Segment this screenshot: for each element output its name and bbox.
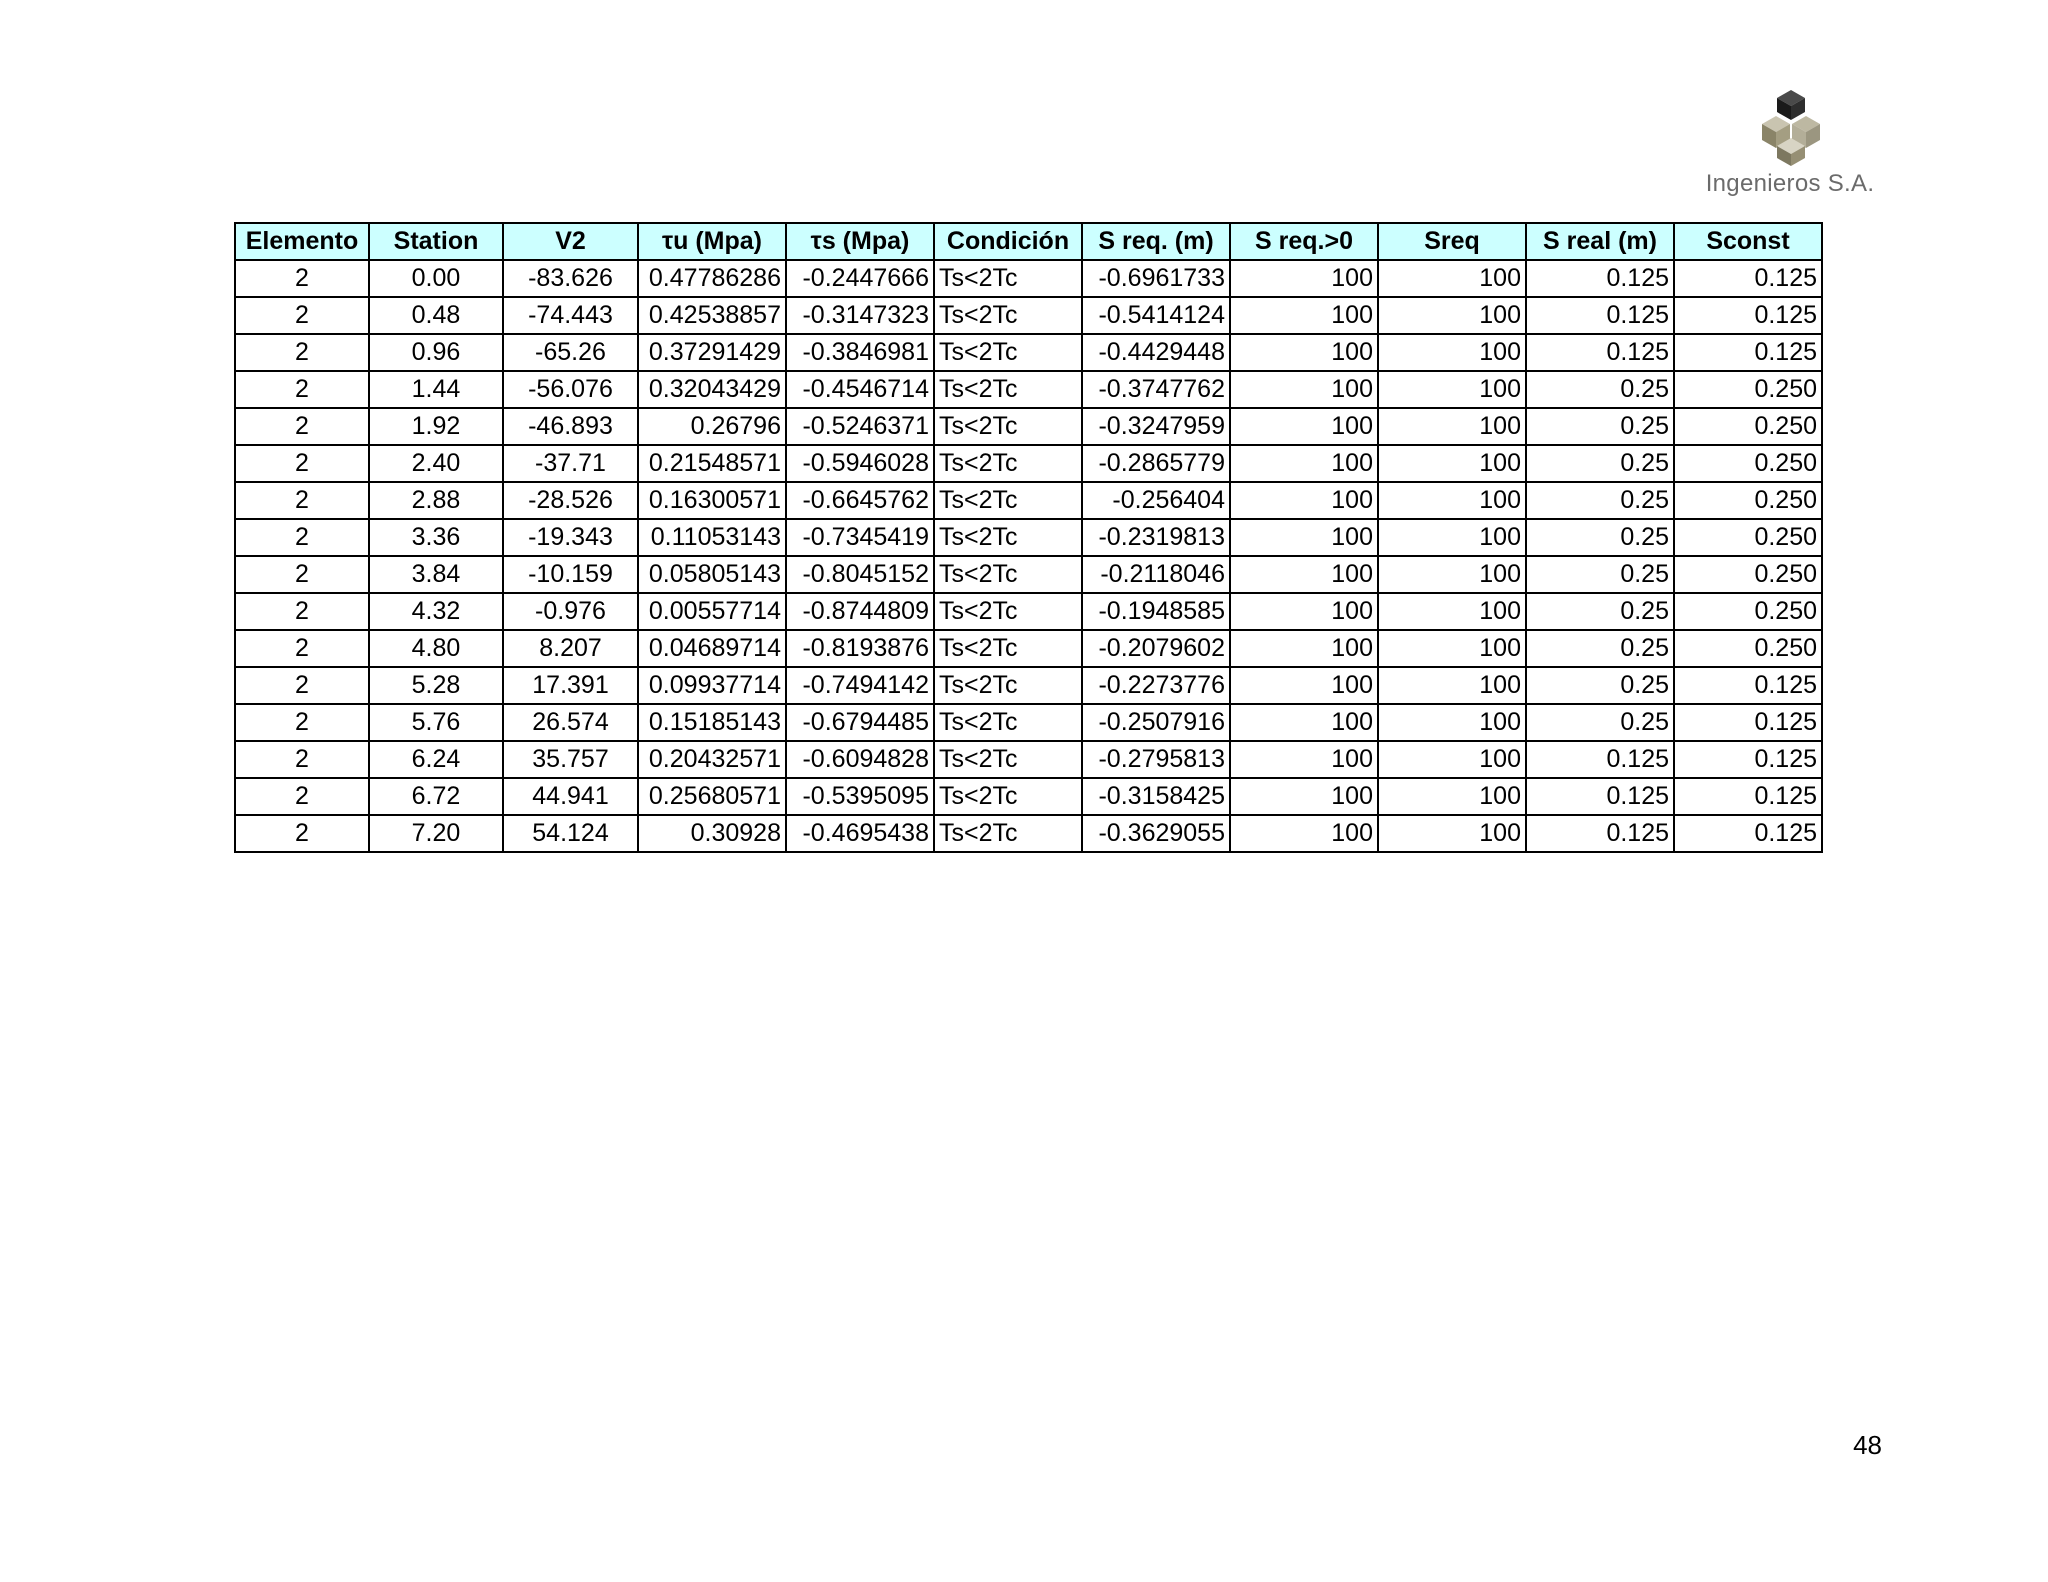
table-cell: Ts<2Tc — [934, 778, 1082, 815]
table-cell: 3.84 — [369, 556, 503, 593]
table-cell: 2 — [235, 556, 369, 593]
table-cell: 0.25680571 — [638, 778, 786, 815]
table-cell: 0.20432571 — [638, 741, 786, 778]
table-cell: 1.44 — [369, 371, 503, 408]
table-cell: -0.4695438 — [786, 815, 934, 852]
table-cell: Ts<2Tc — [934, 667, 1082, 704]
table-cell: 100 — [1378, 593, 1526, 630]
table-cell: 0.125 — [1526, 297, 1674, 334]
table-cell: 100 — [1230, 815, 1378, 852]
table-cell: 0.125 — [1674, 334, 1822, 371]
table-cell: Ts<2Tc — [934, 519, 1082, 556]
table-cell: -28.526 — [503, 482, 638, 519]
table-row — [235, 334, 1822, 371]
table-cell: -0.976 — [503, 593, 638, 630]
table-cell: -65.26 — [503, 334, 638, 371]
table-row — [235, 704, 1822, 741]
table-cell: 0.125 — [1526, 815, 1674, 852]
table-cell: 0.250 — [1674, 630, 1822, 667]
table-cell: 100 — [1230, 297, 1378, 334]
table-cell: 0.250 — [1674, 408, 1822, 445]
table-cell: 100 — [1378, 297, 1526, 334]
table-cell: 100 — [1378, 630, 1526, 667]
table-cell: -0.8744809 — [786, 593, 934, 630]
table-cell: Ts<2Tc — [934, 704, 1082, 741]
column-header-3: τu (Mpa) — [638, 223, 786, 260]
column-header-2: V2 — [503, 223, 638, 260]
table-cell: 2 — [235, 297, 369, 334]
table-cell: -0.8193876 — [786, 630, 934, 667]
column-header-0: Elemento — [235, 223, 369, 260]
table-cell: 0.125 — [1526, 260, 1674, 297]
column-header-8: Sreq — [1378, 223, 1526, 260]
table-cell: 2 — [235, 260, 369, 297]
table-cell: -0.5395095 — [786, 778, 934, 815]
table-cell: -0.5414124 — [1082, 297, 1230, 334]
table-header — [235, 223, 1822, 260]
table-cell: 100 — [1230, 482, 1378, 519]
table-cell: 0.125 — [1674, 778, 1822, 815]
table-cell: -0.3147323 — [786, 297, 934, 334]
table-cell: 0.250 — [1674, 593, 1822, 630]
table-cell: 100 — [1378, 815, 1526, 852]
stirrup-design-table — [234, 222, 1823, 853]
table-cell: Ts<2Tc — [934, 334, 1082, 371]
table-cell: 100 — [1378, 778, 1526, 815]
company-name: Ingenieros S.A. — [1705, 170, 1875, 197]
table-cell: -0.3247959 — [1082, 408, 1230, 445]
table-cell: -74.443 — [503, 297, 638, 334]
table-cell: 0.96 — [369, 334, 503, 371]
table-cell: 100 — [1230, 519, 1378, 556]
table-cell: Ts<2Tc — [934, 741, 1082, 778]
table-cell: -0.2507916 — [1082, 704, 1230, 741]
table-cell: -0.2865779 — [1082, 445, 1230, 482]
column-header-4: τs (Mpa) — [786, 223, 934, 260]
table-cell: 0.25 — [1526, 556, 1674, 593]
table-cell: Ts<2Tc — [934, 556, 1082, 593]
column-header-7: S req.>0 — [1230, 223, 1378, 260]
table-cell: 100 — [1230, 778, 1378, 815]
table-cell: -0.5246371 — [786, 408, 934, 445]
column-header-1: Station — [369, 223, 503, 260]
table-row — [235, 371, 1822, 408]
table-cell: 1.92 — [369, 408, 503, 445]
table-cell: 2 — [235, 593, 369, 630]
table-cell: 2 — [235, 778, 369, 815]
table-cell: 2.40 — [369, 445, 503, 482]
table-row — [235, 556, 1822, 593]
table-cell: 100 — [1230, 741, 1378, 778]
table-cell: 0.250 — [1674, 371, 1822, 408]
table-cell: 35.757 — [503, 741, 638, 778]
table-cell: 100 — [1378, 371, 1526, 408]
table-cell: -0.4546714 — [786, 371, 934, 408]
table-cell: 0.15185143 — [638, 704, 786, 741]
table-cell: -0.256404 — [1082, 482, 1230, 519]
table-cell: Ts<2Tc — [934, 815, 1082, 852]
table-cell: 0.47786286 — [638, 260, 786, 297]
table-cell: 0.48 — [369, 297, 503, 334]
table-cell: 0.04689714 — [638, 630, 786, 667]
table-cell: Ts<2Tc — [934, 371, 1082, 408]
column-header-6: S req. (m) — [1082, 223, 1230, 260]
table-cell: -0.7494142 — [786, 667, 934, 704]
table-cell: 4.80 — [369, 630, 503, 667]
table-row — [235, 741, 1822, 778]
table-row — [235, 297, 1822, 334]
table-row — [235, 519, 1822, 556]
table-cell: 0.125 — [1674, 260, 1822, 297]
table-cell: 54.124 — [503, 815, 638, 852]
table-cell: 0.26796 — [638, 408, 786, 445]
table-cell: 100 — [1378, 704, 1526, 741]
table-cell: 0.25 — [1526, 593, 1674, 630]
table-cell: -0.2447666 — [786, 260, 934, 297]
table-cell: 100 — [1230, 445, 1378, 482]
table-cell: -0.4429448 — [1082, 334, 1230, 371]
table-cell: 0.250 — [1674, 445, 1822, 482]
table-cell: 2 — [235, 667, 369, 704]
table-cell: 17.391 — [503, 667, 638, 704]
table-cell: 0.125 — [1674, 815, 1822, 852]
table-cell: Ts<2Tc — [934, 260, 1082, 297]
table-cell: 7.20 — [369, 815, 503, 852]
table-cell: 2 — [235, 704, 369, 741]
table-cell: 100 — [1378, 260, 1526, 297]
table-cell: -0.3846981 — [786, 334, 934, 371]
table-cell: 0.125 — [1674, 741, 1822, 778]
table-cell: 2 — [235, 445, 369, 482]
table-cell: -0.2118046 — [1082, 556, 1230, 593]
table-row — [235, 482, 1822, 519]
table-cell: 5.76 — [369, 704, 503, 741]
page-number: 48 — [1853, 1430, 1882, 1460]
table-cell: 2 — [235, 482, 369, 519]
table-cell: 4.32 — [369, 593, 503, 630]
column-header-9: S real (m) — [1526, 223, 1674, 260]
table-cell: -0.2273776 — [1082, 667, 1230, 704]
table-cell: -0.3158425 — [1082, 778, 1230, 815]
table-cell: 2 — [235, 741, 369, 778]
table-cell: 44.941 — [503, 778, 638, 815]
table-row — [235, 445, 1822, 482]
table-cell: 0.32043429 — [638, 371, 786, 408]
table-cell: 2 — [235, 630, 369, 667]
table-cell: 100 — [1230, 371, 1378, 408]
table-cell: 0.37291429 — [638, 334, 786, 371]
table-row — [235, 630, 1822, 667]
table-cell: 100 — [1230, 334, 1378, 371]
table-cell: 3.36 — [369, 519, 503, 556]
table-cell: 2 — [235, 371, 369, 408]
table-cell: -46.893 — [503, 408, 638, 445]
table-cell: 6.24 — [369, 741, 503, 778]
table-cell: -0.6794485 — [786, 704, 934, 741]
table-cell: 0.25 — [1526, 519, 1674, 556]
table-row — [235, 260, 1822, 297]
table-cell: 100 — [1230, 704, 1378, 741]
table-cell: 0.09937714 — [638, 667, 786, 704]
table-row — [235, 593, 1822, 630]
table-cell: 0.250 — [1674, 519, 1822, 556]
table-cell: 0.00557714 — [638, 593, 786, 630]
table-row — [235, 778, 1822, 815]
table-cell: -83.626 — [503, 260, 638, 297]
table-cell: 0.25 — [1526, 667, 1674, 704]
cubes-logo-icon — [1758, 88, 1824, 168]
table-row — [235, 815, 1822, 852]
company-logo — [1690, 88, 1890, 203]
column-header-5: Condición — [934, 223, 1082, 260]
table-cell: -10.159 — [503, 556, 638, 593]
table-cell: Ts<2Tc — [934, 482, 1082, 519]
table-cell: 100 — [1230, 667, 1378, 704]
table-cell: 0.25 — [1526, 408, 1674, 445]
table-cell: 0.125 — [1526, 334, 1674, 371]
table-cell: Ts<2Tc — [934, 297, 1082, 334]
table-cell: 0.250 — [1674, 556, 1822, 593]
table-cell: Ts<2Tc — [934, 630, 1082, 667]
table-body — [235, 260, 1822, 852]
table-cell: -0.2079602 — [1082, 630, 1230, 667]
table-cell: 0.25 — [1526, 482, 1674, 519]
table-cell: 2 — [235, 519, 369, 556]
table-cell: -0.1948585 — [1082, 593, 1230, 630]
table-cell: 100 — [1230, 630, 1378, 667]
table-cell: 0.00 — [369, 260, 503, 297]
table-cell: 8.207 — [503, 630, 638, 667]
table-cell: -0.6645762 — [786, 482, 934, 519]
table-cell: 100 — [1378, 556, 1526, 593]
table-cell: -0.8045152 — [786, 556, 934, 593]
table-cell: -0.6094828 — [786, 741, 934, 778]
column-header-10: Sconst — [1674, 223, 1822, 260]
table-cell: 100 — [1230, 260, 1378, 297]
table-cell: -37.71 — [503, 445, 638, 482]
table-cell: 0.05805143 — [638, 556, 786, 593]
table-cell: 100 — [1230, 556, 1378, 593]
table-cell: -0.6961733 — [1082, 260, 1230, 297]
table-cell: 100 — [1378, 482, 1526, 519]
table-cell: 100 — [1378, 408, 1526, 445]
table-cell: 6.72 — [369, 778, 503, 815]
table-cell: 2 — [235, 334, 369, 371]
table-cell: 100 — [1378, 519, 1526, 556]
table-cell: 100 — [1378, 334, 1526, 371]
table-cell: 100 — [1378, 741, 1526, 778]
table-cell: -0.5946028 — [786, 445, 934, 482]
table-cell: 100 — [1378, 445, 1526, 482]
table-cell: 0.42538857 — [638, 297, 786, 334]
table-cell: 0.16300571 — [638, 482, 786, 519]
table-cell: -0.7345419 — [786, 519, 934, 556]
table-cell: Ts<2Tc — [934, 408, 1082, 445]
table-cell: 100 — [1378, 667, 1526, 704]
table-cell: 0.125 — [1674, 297, 1822, 334]
table-cell: 0.11053143 — [638, 519, 786, 556]
table-cell: 0.250 — [1674, 482, 1822, 519]
table-cell: -0.3747762 — [1082, 371, 1230, 408]
table-cell: -0.2795813 — [1082, 741, 1230, 778]
table-cell: 0.25 — [1526, 371, 1674, 408]
table-cell: 0.25 — [1526, 630, 1674, 667]
table-cell: 2.88 — [369, 482, 503, 519]
table-cell: 100 — [1230, 593, 1378, 630]
table-cell: -0.2319813 — [1082, 519, 1230, 556]
table-cell: 0.125 — [1526, 778, 1674, 815]
table-cell: 0.25 — [1526, 704, 1674, 741]
table-row — [235, 408, 1822, 445]
table-cell: 0.21548571 — [638, 445, 786, 482]
table-cell: 0.125 — [1526, 741, 1674, 778]
table-cell: Ts<2Tc — [934, 445, 1082, 482]
table-cell: Ts<2Tc — [934, 593, 1082, 630]
table-cell: 2 — [235, 408, 369, 445]
table-cell: 0.125 — [1674, 667, 1822, 704]
table-cell: 0.125 — [1674, 704, 1822, 741]
table-cell: 26.574 — [503, 704, 638, 741]
table-cell: 0.25 — [1526, 445, 1674, 482]
table-cell: 5.28 — [369, 667, 503, 704]
table-cell: -0.3629055 — [1082, 815, 1230, 852]
table-cell: -56.076 — [503, 371, 638, 408]
table-row — [235, 667, 1822, 704]
table-cell: 100 — [1230, 408, 1378, 445]
table-cell: 0.30928 — [638, 815, 786, 852]
table-cell: 2 — [235, 815, 369, 852]
table-cell: -19.343 — [503, 519, 638, 556]
